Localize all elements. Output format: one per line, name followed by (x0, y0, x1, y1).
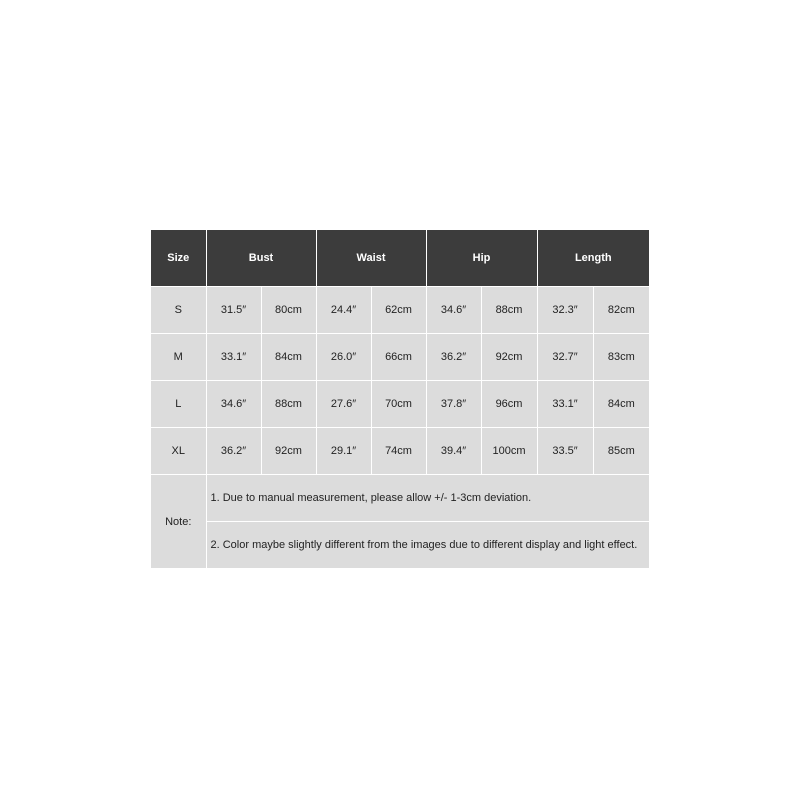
hip-cm-cell: 88cm (481, 287, 537, 334)
length-cm-cell: 83cm (593, 334, 649, 381)
waist-cm-cell: 66cm (371, 334, 426, 381)
hip-cm-cell: 100cm (481, 428, 537, 475)
waist-cm-cell: 62cm (371, 287, 426, 334)
hip-in-cell: 36.2″ (426, 334, 481, 381)
size-cell: XL (151, 428, 206, 475)
header-waist: Waist (316, 230, 426, 287)
bust-in-cell: 33.1″ (206, 334, 261, 381)
table-row (151, 334, 649, 381)
length-in-cell: 33.1″ (537, 381, 593, 428)
hip-cm-cell: 92cm (481, 334, 537, 381)
bust-in-cell: 36.2″ (206, 428, 261, 475)
waist-in-cell: 26.0″ (316, 334, 371, 381)
waist-in-cell: 24.4″ (316, 287, 371, 334)
waist-in-cell: 27.6″ (316, 381, 371, 428)
note-label: Note: (151, 475, 206, 569)
waist-cm-cell: 70cm (371, 381, 426, 428)
size-chart-table (151, 230, 649, 568)
table-row (151, 428, 649, 475)
hip-in-cell: 34.6″ (426, 287, 481, 334)
length-in-cell: 32.7″ (537, 334, 593, 381)
table-row (151, 381, 649, 428)
length-in-cell: 32.3″ (537, 287, 593, 334)
waist-cm-cell: 74cm (371, 428, 426, 475)
waist-in-cell: 29.1″ (316, 428, 371, 475)
hip-in-cell: 37.8″ (426, 381, 481, 428)
header-row (151, 230, 649, 287)
header-length: Length (537, 230, 649, 287)
length-cm-cell: 82cm (593, 287, 649, 334)
bust-in-cell: 31.5″ (206, 287, 261, 334)
header-hip: Hip (426, 230, 537, 287)
bust-cm-cell: 80cm (261, 287, 316, 334)
note-line-1: 1. Due to manual measurement, please allow +/- 1-3cm deviation. (206, 475, 649, 522)
size-cell: M (151, 334, 206, 381)
length-cm-cell: 84cm (593, 381, 649, 428)
header-bust: Bust (206, 230, 316, 287)
bust-cm-cell: 92cm (261, 428, 316, 475)
note-row (151, 475, 649, 522)
note-row (151, 522, 649, 569)
note-line-2: 2. Color maybe slightly different from the images due to different display and light effect. (206, 522, 649, 569)
bust-in-cell: 34.6″ (206, 381, 261, 428)
table-row (151, 287, 649, 334)
bust-cm-cell: 84cm (261, 334, 316, 381)
hip-cm-cell: 96cm (481, 381, 537, 428)
size-cell: L (151, 381, 206, 428)
bust-cm-cell: 88cm (261, 381, 316, 428)
size-cell: S (151, 287, 206, 334)
length-cm-cell: 85cm (593, 428, 649, 475)
length-in-cell: 33.5″ (537, 428, 593, 475)
hip-in-cell: 39.4″ (426, 428, 481, 475)
header-size: Size (151, 230, 206, 287)
